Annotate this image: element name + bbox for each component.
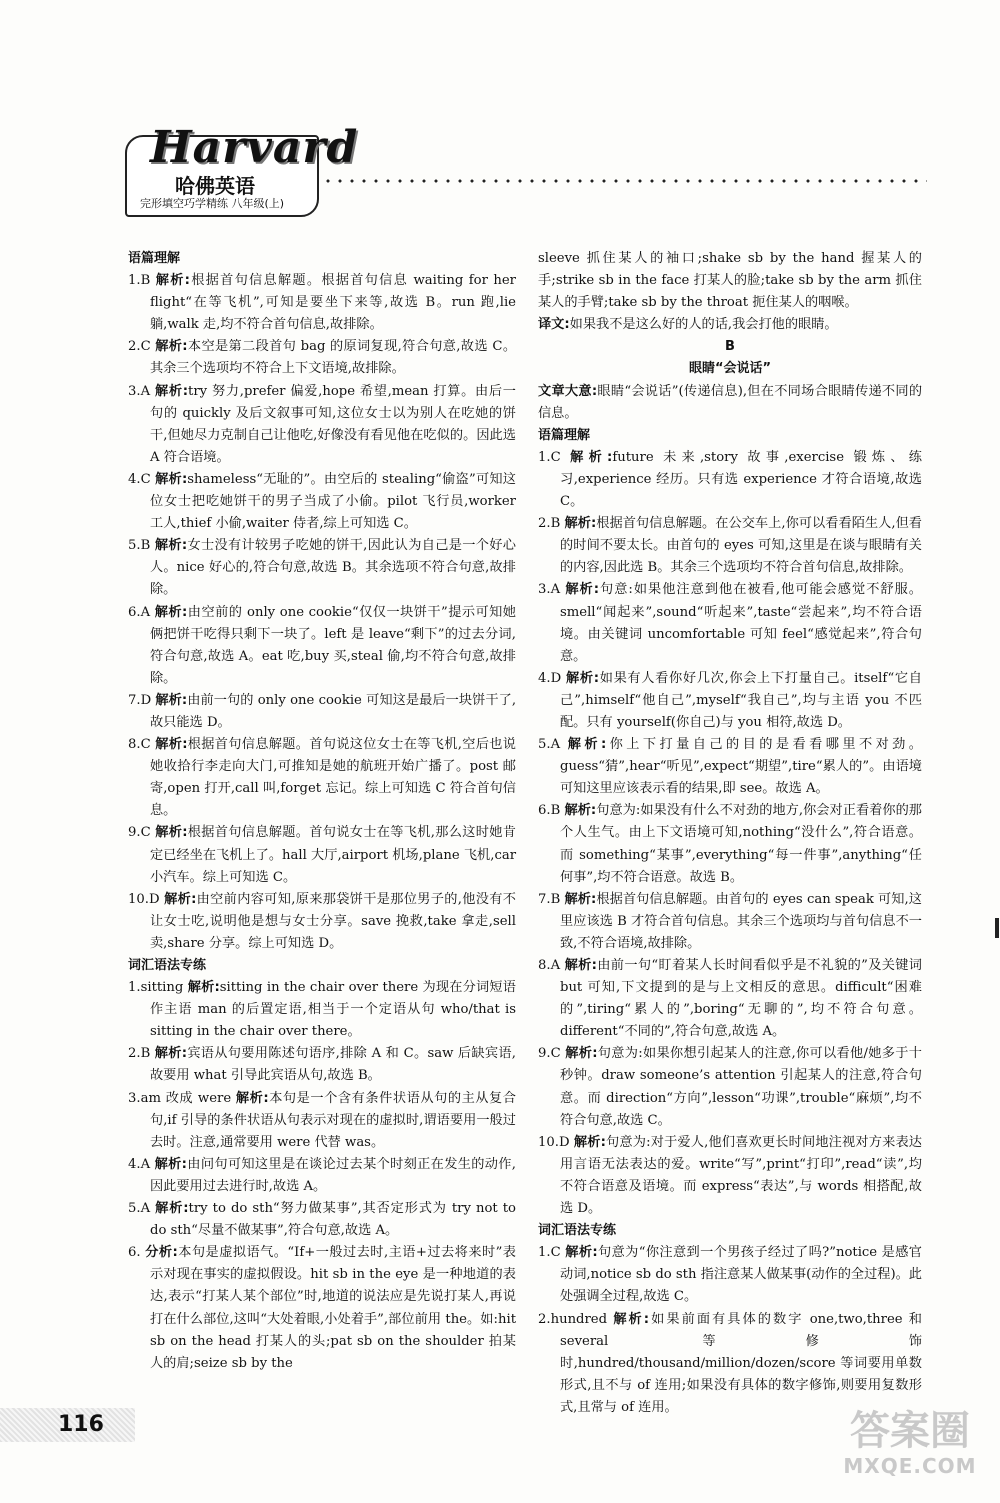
watermark xyxy=(835,1408,985,1478)
answer-number: 10.D xyxy=(538,1134,570,1150)
answer-number: 1.C xyxy=(538,449,561,465)
analysis-label: 解析: xyxy=(155,692,188,708)
margin-mark xyxy=(995,918,999,938)
translation-label: 译文: xyxy=(538,317,570,333)
analysis-label: 解析: xyxy=(566,670,600,686)
analysis-label: 解析: xyxy=(187,980,220,996)
analysis-text: 句意为“你注意到一个男孩子经过了吗?”notice 是感官动词,notice sb do sth 指注意某人做某事(动作的全过程)。此处强调全过程,故选 C。 xyxy=(560,1245,922,1305)
part-label: B xyxy=(725,339,735,355)
answer-item xyxy=(538,1132,922,1220)
answer-number: 6. xyxy=(128,1245,141,1261)
analysis-label: 解析: xyxy=(154,604,188,620)
answer-item xyxy=(538,668,922,734)
analysis-text: 根据首句信息解题。在公交车上,你可以看看陌生人,但看的时间不要太长。由首句的 eyes 可知,这里是在谈与眼睛有关的内容,因此选 B。其余三个选项均不符合首句信息,故排除。 xyxy=(560,516,922,576)
analysis-text: shameless“无耻的”。由空后的 stealing“偷盗”可知这位女士把吃她饼干的男子当成了小偷。pilot 飞行员,worker 工人,thief 小偷,waiter 侍者,综上可知选 C。 xyxy=(150,471,516,532)
right-column xyxy=(538,248,922,1419)
analysis-label: 解析: xyxy=(567,737,607,753)
analysis-text: 本句是虚拟语气。“If+一般过去时,主语+过去将来时”表示对现在事实的虚拟假设。hit sb in the eye 是一种地道的表达,表示“打某人某个部位”时,地道的说法应是先说打某人,再说打在什么部位,这叫“大处着眼,小处着手”,部位前用 the。如:hit sb on the head 打某人的头;pat sb on the shoulder 拍某人的肩;seize sb by the xyxy=(150,1245,516,1371)
section-heading: 词汇语法专练 xyxy=(128,958,207,973)
analysis-label: 解析: xyxy=(155,737,188,753)
analysis-text: 根据首句信息解题。首句说女士在等飞机,那么这时她肯定已经坐在飞机上了。hall 大厅,airport 机场,plane 飞机,car 小汽车。综上可知选 C。 xyxy=(150,825,516,885)
analysis-text: future 未来,story 故事,exercise 锻炼、练习,experience 经历。只有选 experience 才符合语境,故选 C。 xyxy=(560,449,922,510)
answer-item xyxy=(538,734,922,800)
analysis-label: 解析: xyxy=(570,449,613,465)
answer-number: 7.D xyxy=(128,692,152,708)
analysis-label: 解析: xyxy=(564,958,597,973)
right-items2-list xyxy=(538,1242,922,1419)
logo-harvard: Harvard xyxy=(150,122,359,173)
answer-number: 9.C xyxy=(128,825,151,841)
analysis-text: 由空前的 only one cookie“仅仅一块饼干”提示可知她俩把饼干吃得只剩下一块了。left 是 leave“剩下”的过去分词,符合句意,故选 A。eat 吃,buy 买,steal 偷,均不符合句意,故排除。 xyxy=(150,604,516,686)
answer-item xyxy=(538,1242,922,1308)
answer-number: 2.B xyxy=(538,516,561,532)
analysis-label: 分析: xyxy=(145,1245,178,1261)
answer-number: 2.B xyxy=(128,1046,151,1062)
passage-title: 眼睛“会说话” xyxy=(688,361,772,377)
answer-number: 3.am 改成 were xyxy=(128,1090,232,1106)
answer-item xyxy=(128,1043,516,1087)
analysis-label: 解析: xyxy=(154,538,188,554)
answer-item xyxy=(128,822,516,888)
analysis-text: 句意为:如果你想引起某人的注意,你可以看他/她多于十秒钟。draw someone’s attention 引起某人的注意,符合句意。而 direction“方向”,lesson“功课”,trouble“麻烦”,均不符合句意,故选 C。 xyxy=(560,1046,922,1128)
analysis-label: 解析: xyxy=(565,1245,598,1261)
logo-subtitle: 完形填空巧学精练 八年级(上) xyxy=(140,197,285,210)
answer-item xyxy=(128,1242,516,1375)
analysis-label: 解析: xyxy=(573,1134,606,1150)
answer-item xyxy=(538,579,922,667)
analysis-text: try 努力,prefer 偏爱,hope 希望,mean 打算。由后一句的 quickly 及后文叙事可知,这位女士以为别人在吃她的饼干,但她尽力克制自己让他吃,好像没有看见他在吃似的。因此选 A 符合语境。 xyxy=(150,383,516,465)
analysis-label: 解析: xyxy=(235,1090,269,1106)
summary-text: 眼睛“会说话”(传递信息),但在不同场合眼睛传递不同的信息。 xyxy=(538,383,923,421)
analysis-text: 句意:如果他注意到他在被看,他可能会感觉不舒服。smell“闻起来”,sound“听起来”,taste“尝起来”,均不符合语境。由关键词 uncomfortable 可知 feel“感觉起来”,符合句意。 xyxy=(560,582,922,664)
answer-number: 1.B xyxy=(128,273,151,289)
answer-number: 5.B xyxy=(128,538,151,554)
analysis-text: 根据首句信息解题。首句说这位女士在等飞机,空后也说她收拾行李走向大门,可推知是她的航班开始广播了。post 邮寄,open 打开,call 叫,forget 忘记。综上可知选 C 符合首句信息。 xyxy=(150,737,516,819)
analysis-text: 宾语从句要用陈述句语序,排除 A 和 C。saw 后缺宾语,故要用 what 引导此宾语从句,故选 B。 xyxy=(150,1046,516,1084)
analysis-label: 解析: xyxy=(164,891,197,907)
analysis-text: sitting in the chair over there 为现在分词短语作主语 man 的后置定语,相当于一个定语从句 who/that is sitting in the chair over there。 xyxy=(150,980,516,1040)
answer-number: 1.sitting xyxy=(128,980,184,996)
analysis-text: 根据首句信息解题。由首句的 eyes can speak 可知,这里应该选 B 才符合首句信息。其余三个选项均与首句信息不一致,不符合语境,故排除。 xyxy=(560,891,922,951)
answer-item xyxy=(128,270,516,336)
answer-number: 2.hundred xyxy=(538,1311,608,1327)
answer-number: 4.A xyxy=(128,1156,151,1172)
analysis-label: 解析: xyxy=(565,582,599,598)
analysis-text: 如果有人看你好几次,你会上下打量自己。itself“它自己”,himself“他自己”,myself“我自己”,均与主语 you 不匹配。只有 yourself(你自己)与 you 相符,故选 D。 xyxy=(560,670,922,730)
answer-item xyxy=(128,535,516,601)
answer-number: 1.C xyxy=(538,1245,561,1261)
section-heading: 语篇理解 xyxy=(538,427,591,443)
answer-number: 5.A xyxy=(128,1201,151,1217)
summary-label: 文章大意: xyxy=(538,383,598,399)
watermark-url: MXQE.COM xyxy=(843,1454,977,1478)
analysis-label: 解析: xyxy=(155,825,188,841)
answer-item xyxy=(128,889,516,955)
answer-number: 4.D xyxy=(538,670,562,686)
analysis-text: 句意为:对于爱人,他们喜欢更长时间地注视对方来表达用言语无法表达的爱。write“写”,print“打印”,read“读”,均不符合语意及语境。而 express“表达”,与 words 相搭配,故选 D。 xyxy=(560,1134,922,1217)
section-heading: 语篇理解 xyxy=(128,251,181,266)
answer-number: 9.C xyxy=(538,1046,561,1062)
analysis-text: 句意为:如果没有什么不对劲的地方,你会对正看着你的那个人生气。由上下文语境可知,nothing“没什么”,符合语意。而 something“某事”,everything“每一件事”,anything“任何事”,均不符合语意。故选 B。 xyxy=(560,803,922,885)
analysis-text: 女士没有计较男子吃她的饼干,因此认为自己是一个好心人。nice 好心的,符合句意,故选 B。其余选项不符合句意,故排除。 xyxy=(150,538,516,598)
answer-item xyxy=(128,1198,516,1242)
answer-item xyxy=(128,381,516,469)
answer-number: 5.A xyxy=(538,737,561,753)
left-items-list xyxy=(128,270,516,955)
analysis-text: 由前一句的 only one cookie 可知这是最后一块饼干了,故只能选 D。 xyxy=(150,692,517,730)
analysis-text: 如果前面有具体的数字 one,two,three 和 several 等修饰时,hundred/thousand/million/dozen/score 等词要用单数形式,且不与 of 连用;如果没有具体的数字修饰,则要用复数形式,且常与 of 连用。 xyxy=(560,1311,922,1415)
answer-item xyxy=(128,602,516,690)
answer-number: 4.C xyxy=(128,471,151,487)
answer-number: 7.B xyxy=(538,891,561,907)
page-number: 116 xyxy=(58,1412,104,1437)
section-heading: 词汇语法专练 xyxy=(538,1223,617,1239)
translation xyxy=(538,314,922,336)
analysis-text: try to do sth“努力做某事”,其否定形式为 try not to do sth“尽量不做某事”,符合句意,故选 A。 xyxy=(150,1201,516,1239)
analysis-text: 由前一句“盯着某人长时间看似乎是不礼貌的”及关键词 but 可知,下文提到的是与上文相反的意思。difficult“困难的”,tiring“累人的”,boring“无聊的”,均不符合句意。different“不同的”,符合句意,故选 A。 xyxy=(560,958,922,1040)
answer-item xyxy=(128,1088,516,1154)
analysis-text: 你上下打量自己的目的是看看哪里不对劲。guess“猜”,hear“听见”,expect“期望”,tire“累人的”。由语境可知这里应该表示看的结果,即 see。故选 A。 xyxy=(560,737,922,797)
analysis-label: 解析: xyxy=(155,383,189,399)
header-dotted-rule xyxy=(322,178,927,184)
answer-item xyxy=(538,513,922,579)
analysis-label: 解析: xyxy=(155,273,190,289)
analysis-label: 解析: xyxy=(155,339,188,355)
answer-number: 6.A xyxy=(128,604,151,620)
answer-number: 3.A xyxy=(538,582,561,598)
answer-number: 10.D xyxy=(128,891,160,907)
answer-item xyxy=(538,1309,922,1419)
analysis-label: 解析: xyxy=(154,1156,187,1172)
answer-number: 3.A xyxy=(128,383,151,399)
analysis-label: 解析: xyxy=(154,1046,188,1062)
analysis-text: 根据首句信息解题。根据首句信息 waiting for her flight“在等飞机”,可知是要坐下来等,故选 B。run 跑,lie 躺,walk 走,均不符合首句信息,故排除。 xyxy=(150,273,516,333)
answer-item xyxy=(538,955,922,1043)
answer-number: 8.C xyxy=(128,737,151,753)
answer-item xyxy=(538,889,922,955)
answer-item xyxy=(128,469,516,535)
logo-title-cn: 哈佛英语 xyxy=(175,174,255,198)
summary xyxy=(538,381,922,425)
analysis-label: 解析: xyxy=(155,471,188,487)
analysis-label: 解析: xyxy=(155,1201,189,1217)
analysis-text: 本句是一个含有条件状语从句的主从复合句,if 引导的条件状语从句表示对现在的虚拟时,谓语要用一般过去时。注意,通常要用 were 代替 was。 xyxy=(150,1090,516,1150)
watermark-text: 答案圈 xyxy=(850,1408,970,1454)
right-items-list xyxy=(538,447,922,1220)
analysis-text: 由问句可知这里是在谈论过去某个时刻正在发生的动作,因此要用过去进行时,故选 A。 xyxy=(150,1156,516,1194)
analysis-label: 解析: xyxy=(565,1046,598,1062)
answer-item xyxy=(538,1043,922,1131)
continued-text: sleeve 抓住某人的袖口;shake sb by the hand 握某人的手;strike sb in the face 打某人的脸;take sb by the arm 抓住某人的手臂;take sb by the throat 扼住某人的咽喉。 xyxy=(538,251,922,311)
analysis-label: 解析: xyxy=(564,891,597,907)
translation-text: 如果我不是这么好的人的话,我会打他的眼睛。 xyxy=(569,317,838,333)
answer-item xyxy=(128,1154,516,1198)
answer-number: 6.B xyxy=(538,803,561,819)
answer-item xyxy=(128,734,516,822)
answer-number: 8.A xyxy=(538,958,561,973)
answer-item xyxy=(538,800,922,888)
left-items2-list xyxy=(128,977,516,1375)
analysis-label: 解析: xyxy=(564,803,597,819)
answer-item xyxy=(128,690,516,734)
analysis-text: 由空前内容可知,原来那袋饼干是那位男子的,他没有不让女士吃,说明他是想与女士分享。save 挽救,take 拿走,sell 卖,share 分享。综上可知选 D。 xyxy=(150,891,516,951)
answer-number: 2.C xyxy=(128,339,151,355)
analysis-text: 本空是第二段首句 bag 的原词复现,符合句意,故选 C。其余三个选项均不符合上下文语境,故排除。 xyxy=(150,339,517,377)
analysis-label: 解析: xyxy=(564,516,597,532)
answer-item xyxy=(538,447,922,513)
analysis-label: 解析: xyxy=(613,1311,650,1327)
answer-item xyxy=(128,336,516,380)
left-column xyxy=(128,248,516,1375)
answer-item xyxy=(128,977,516,1043)
